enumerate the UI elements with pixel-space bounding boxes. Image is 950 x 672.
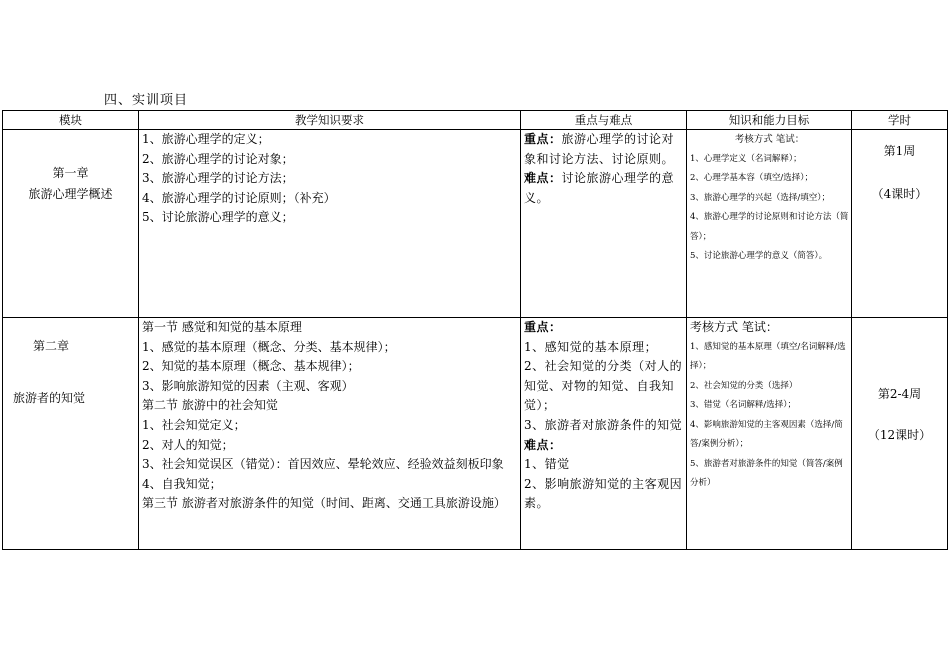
focus-item: 1、感知觉的基本原理； [524, 339, 658, 354]
goals-cell [687, 318, 852, 550]
training-plan-table [2, 110, 948, 550]
module-cell [3, 130, 139, 318]
focus-cell [521, 318, 687, 550]
module-cell [3, 318, 139, 550]
difficulty-content: 讨论旅游心理学的意义。 [524, 171, 675, 205]
focus-content: 旅游心理学的讨论对象和讨论方法、讨论原则。 [524, 132, 675, 166]
knowledge-item: 2、对人的知觉； [142, 437, 234, 452]
knowledge-item: 3、影响旅游知觉的因素（主观、客观） [142, 378, 354, 393]
difficulty-item: 1、错觉 [524, 457, 570, 472]
goal-item: 1、感知觉的基本原理（填空/名词解释/选择）； [690, 341, 846, 371]
chapter-title: 旅游心理学概述 [28, 187, 113, 201]
goals-cell [687, 130, 852, 318]
knowledge-item: 4、自我知觉； [142, 476, 222, 491]
goal-item: 5、旅游者对旅游条件的知觉（简答/案例分析） [690, 458, 843, 488]
class-hours: （4课时） [871, 187, 928, 201]
week-label: 第1周 [883, 144, 916, 158]
focus-item: 3、旅游者对旅游条件的知觉 [524, 417, 683, 432]
hours-cell [852, 318, 948, 550]
knowledge-item: 1、感觉的基本原理（概念、分类、基本规律）； [142, 339, 396, 354]
focus-label: 重点： [524, 320, 562, 334]
chapter-number: 第一章 [52, 166, 89, 180]
focus-text [524, 130, 683, 169]
section-heading: 第一节 感觉和知觉的基本原理 [142, 320, 302, 334]
goal-item: 1、心理学定义（名词解释）； [690, 153, 802, 164]
week-label: 第2-4周 [877, 387, 922, 401]
knowledge-item: 3、旅游心理学的讨论方法； [142, 171, 294, 186]
knowledge-item: 2、知觉的基本原理（概念、基本规律）； [142, 359, 360, 374]
knowledge-item: 1、社会知觉定义； [142, 417, 246, 432]
focus-item: 2、社会知觉的分类（对人的知觉、对物的知觉、自我知觉）； [524, 359, 683, 413]
table-row [3, 318, 948, 550]
difficulty-label: 难点： [524, 437, 562, 452]
chapter-title: 旅游者的知觉 [13, 391, 86, 405]
goal-item: 4、影响旅游知觉的主客观因素（选择/简答/案例分析）； [690, 419, 843, 449]
knowledge-item: 1、旅游心理学的定义； [142, 132, 270, 146]
goal-item: 2、社会知觉的分类（选择） [690, 380, 798, 391]
assessment-method: 考核方式 笔试： [734, 134, 805, 145]
section-title: 四、实训项目 [104, 93, 189, 108]
goal-item: 4、旅游心理学的讨论原则和讨论方法（简答）； [690, 212, 849, 242]
header-focus: 重点与难点 [521, 111, 687, 130]
difficulty-label: 难点： [524, 171, 562, 186]
header-module: 模块 [3, 111, 139, 130]
focus-label: 重点： [524, 132, 562, 146]
goal-item: 2、心理学基本容（填空/选择）； [690, 173, 814, 183]
header-goals: 知识和能力目标 [687, 111, 852, 130]
knowledge-cell [139, 130, 521, 318]
section-heading: 第二节 旅游中的社会知觉 [142, 398, 278, 413]
table-header-row [3, 111, 948, 130]
goal-item: 3、错觉（名词解释/选择）； [690, 400, 797, 410]
knowledge-item: 5、讨论旅游心理学的意义； [142, 210, 294, 225]
class-hours: （12课时） [867, 428, 932, 442]
knowledge-cell [139, 318, 521, 550]
header-knowledge: 教学知识要求 [139, 111, 521, 130]
hours-cell [852, 130, 948, 318]
assessment-method: 考核方式 笔试： [690, 320, 778, 334]
difficulty-item: 2、影响旅游知觉的主客观因素。 [524, 476, 683, 511]
goal-item: 5、讨论旅游心理学的意义（简答）。 [690, 251, 828, 261]
focus-cell [521, 130, 687, 318]
goal-item: 3、旅游心理学的兴起（选择/填空）； [690, 192, 831, 203]
knowledge-item: 3、社会知觉误区（错觉）：首因效应、晕轮效应、经验效益刻板印象 [142, 457, 504, 472]
table-row [3, 130, 948, 318]
difficulty-text [524, 169, 683, 208]
chapter-number: 第二章 [33, 339, 70, 353]
section-heading: 第三节 旅游者对旅游条件的知觉（时间、距离、交通工具旅游设施） [142, 496, 506, 511]
knowledge-item: 2、旅游心理学的讨论对象； [142, 151, 294, 166]
header-hours: 学时 [852, 111, 948, 130]
knowledge-item: 4、旅游心理学的讨论原则；（补充） [142, 190, 336, 205]
